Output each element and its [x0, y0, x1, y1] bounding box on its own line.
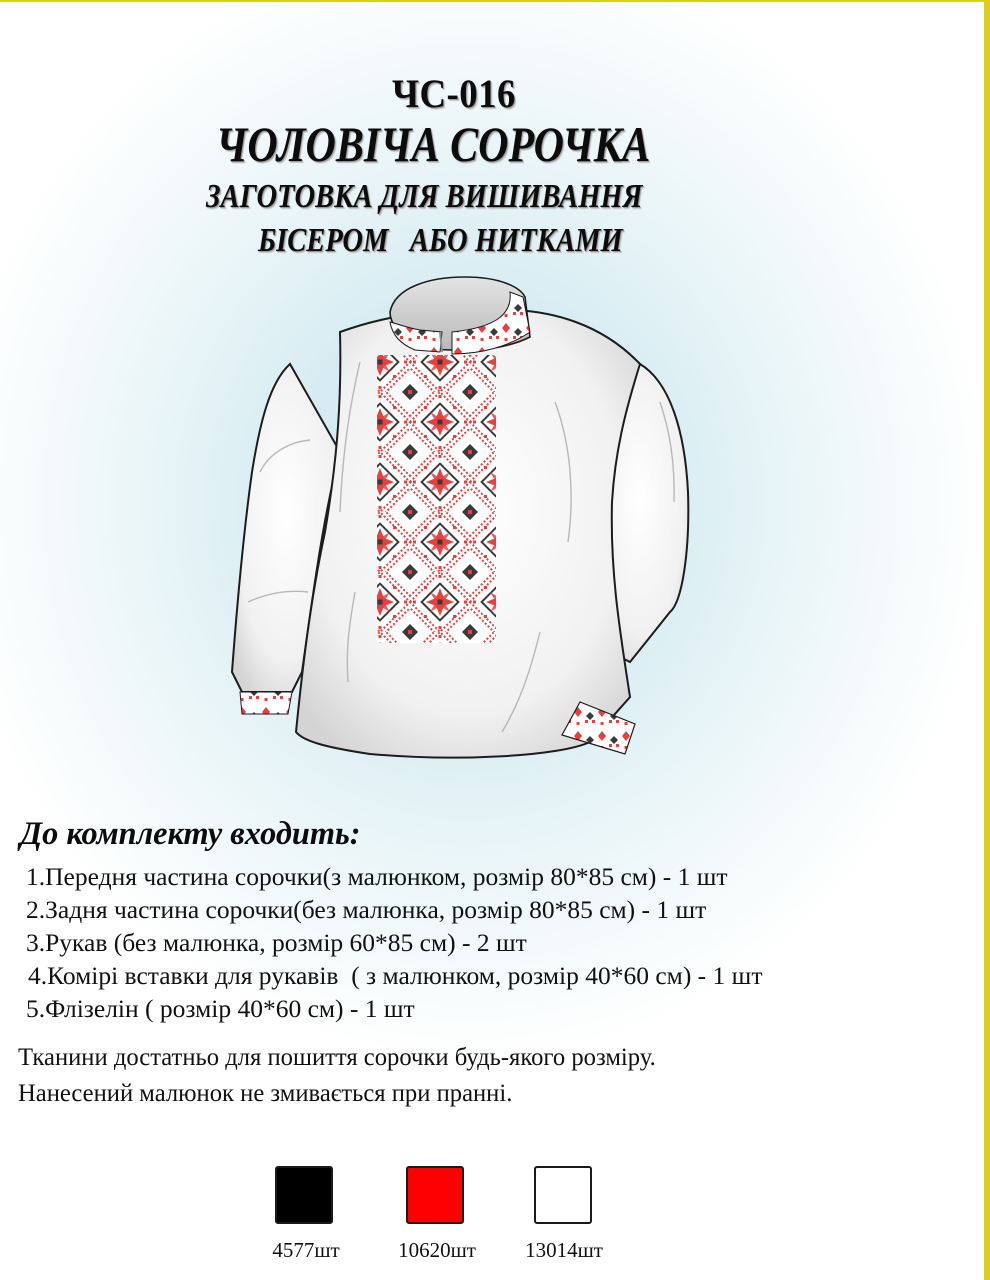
product-code: ЧС-016	[392, 71, 516, 116]
swatch-item-white	[496, 1166, 608, 1263]
swatch-count: 13014шт	[525, 1238, 603, 1262]
swatch-item-black	[272, 1166, 384, 1263]
notes	[18, 1040, 665, 1112]
product-subtitle-line1: ЗАГОТОВКА ДЛЯ ВИШИВАННЯ	[206, 178, 643, 215]
kit-item: 2.Задня частина сорочки(без малюнка, розмір 80*85 см) - 1 шт	[26, 895, 707, 924]
color-swatch-white	[534, 1166, 592, 1224]
swatch-count: 4577шт	[272, 1238, 340, 1262]
kit-item: 3.Рукав (без малюнка, розмір 60*85 см) - 2 шт	[26, 928, 527, 957]
kit-item: 1.Передня частина сорочки(з малюнком, розмір 80*85 см) - 1 шт	[26, 862, 728, 891]
color-swatch-black	[275, 1166, 333, 1224]
swatch-item-red	[384, 1166, 496, 1263]
kit-contents-list	[26, 860, 762, 1025]
front-embroidery-panel	[377, 355, 496, 643]
bead-color-swatches	[272, 1166, 608, 1263]
fabric-note: Тканини достатньо для пошиття сорочки будь-якого розміру.	[18, 1044, 656, 1071]
shirt-illustration	[230, 272, 710, 792]
kit-item: 5.Флізелін ( розмір 40*60 см) - 1 шт	[26, 994, 415, 1023]
wash-note: Нанесений малюнок не змивається при пранні.	[18, 1080, 513, 1107]
swatch-count: 10620шт	[398, 1238, 476, 1262]
color-swatch-red	[406, 1166, 464, 1224]
product-title: ЧОЛОВІЧА СОРОЧКА	[216, 116, 651, 172]
kit-contents-heading: До комплекту входить:	[20, 816, 361, 852]
left-cuff	[240, 692, 292, 714]
product-subtitle-line2: БІСЕРОМ АБО НИТКАМИ	[258, 222, 623, 259]
kit-item: 4.Комірі вставки для рукавів ( з малюнком, розмір 40*60 см) - 1 шт	[28, 961, 763, 990]
